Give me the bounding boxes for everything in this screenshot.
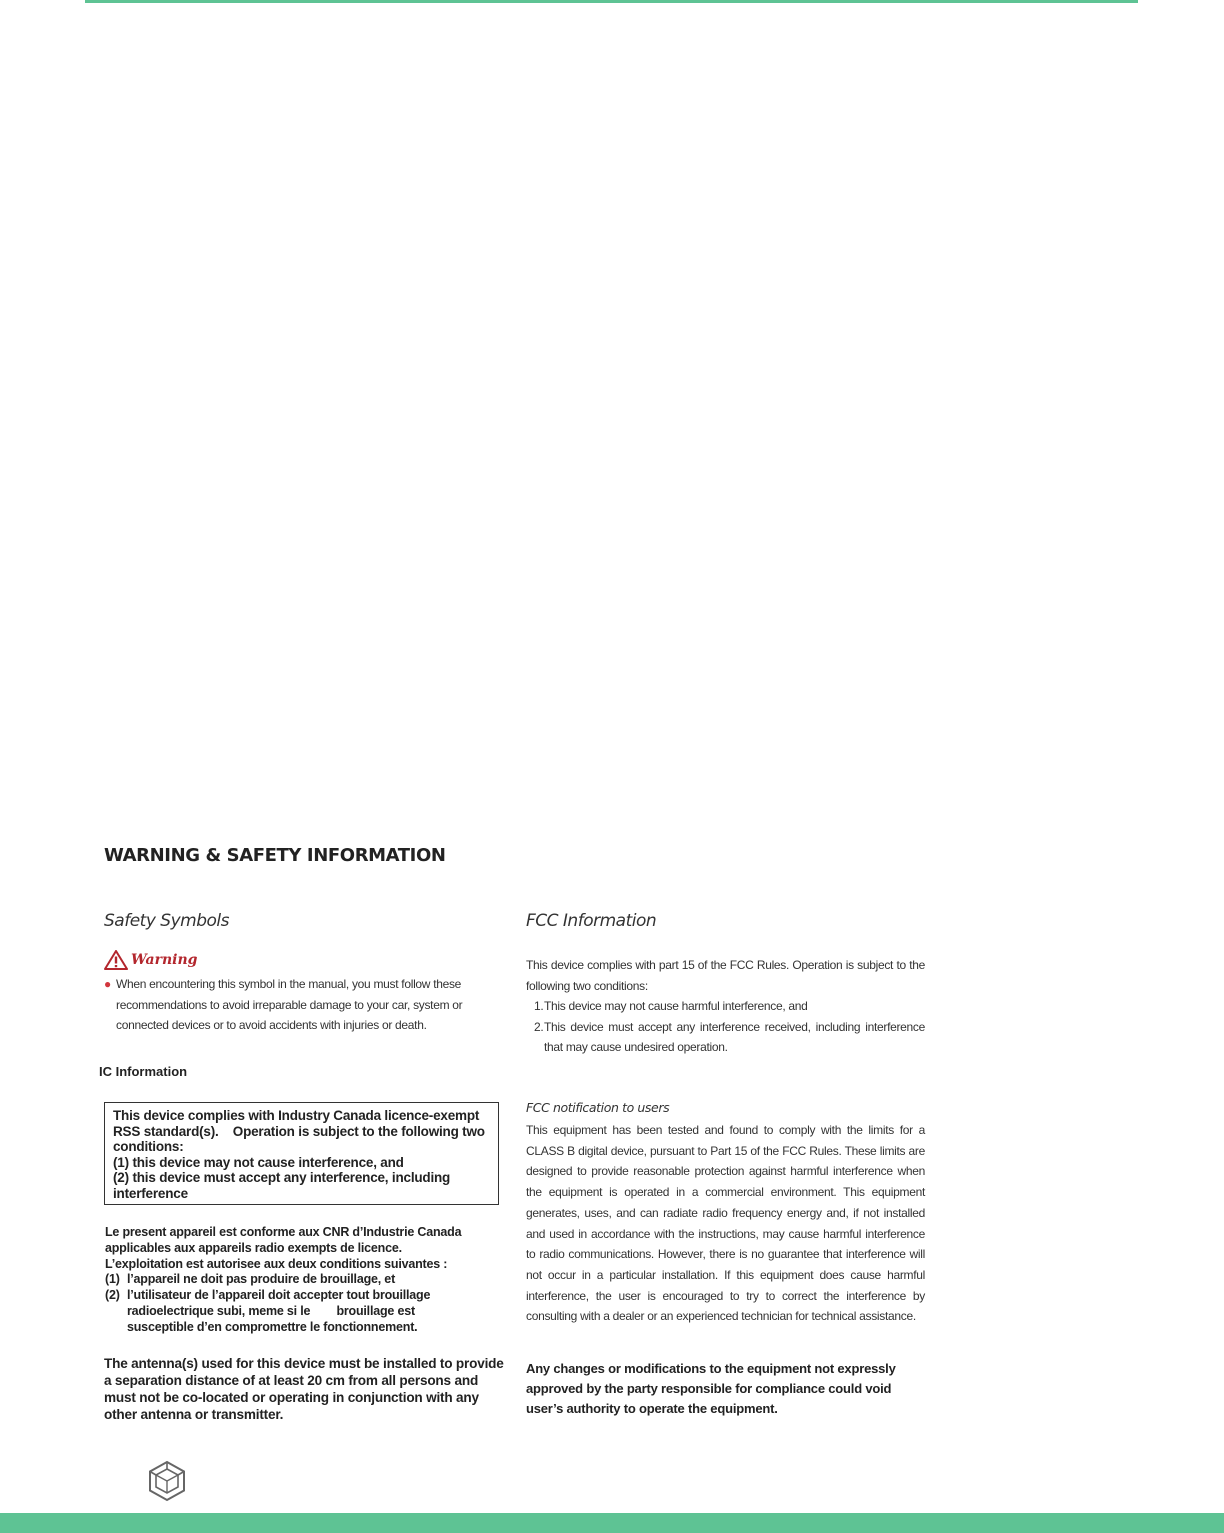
- warning-symbol-row: [104, 950, 197, 970]
- french-item-text: l’utilisateur de l’appareil doit accepter tout brouillage: [127, 1288, 431, 1303]
- warning-triangle-icon: [104, 950, 128, 970]
- ic-box-line: (1) this device may not cause interference, and: [113, 1154, 404, 1170]
- french-item-number: (1): [105, 1272, 120, 1287]
- ic-box-line: (2) this device must accept any interference, including: [113, 1170, 451, 1186]
- french-line: applicables aux appareils radio exempts de licence.: [105, 1240, 402, 1255]
- french-continuation-line: radioelectrique subi, meme si le brouillage est: [127, 1303, 415, 1318]
- french-line: L’exploitation est autorisee aux deux conditions suivantes :: [105, 1256, 448, 1271]
- french-item: [105, 1272, 505, 1288]
- fcc-notification-text: This equipment has been tested and found to comply with the limits for a CLASS B digital device, pursuant to Part 15 of the FCC Rules. These limits are designed to provide reasonable protection against harmful interference when the equipment is operated in a commercial environment. This equipment generates, uses, and can radiate radio frequency energy and, if not installed and used in accordance with the instructions, may cause harmful interference to radio communications. However, there is no guarantee that interference will not occur in a particular installation. If this equipment does cause harmful interference, the user is encouraged to try to correct the interference by consulting with a dealer or an experienced technician for technical assistance.: [526, 1123, 925, 1324]
- french-item-text: l’appareil ne doit pas produire de brouillage, et: [127, 1272, 396, 1287]
- ic-box-line: RSS standard(s). Operation is subject to the following two: [113, 1123, 485, 1139]
- fcc-information-body: [526, 955, 925, 1058]
- warning-label: Warning: [131, 952, 198, 968]
- fcc-condition-number: 1.: [534, 999, 544, 1013]
- warning-description-text: When encountering this symbol in the manual, you must follow these recommendations to avoid irreparable damage to your car, system or connected devices or to avoid accidents with injuries or death.: [116, 977, 463, 1032]
- ic-box-line: interference: [113, 1185, 188, 1201]
- hexagon-cube-icon: [147, 1460, 187, 1502]
- fcc-notification-heading: FCC notification to users: [526, 1100, 670, 1115]
- antenna-statement: The antenna(s) used for this device must be installed to provide a separation distance of at least 20 cm from all persons and must not be co-located or operating in conjunction with any other antenna or transmitter.: [104, 1356, 504, 1422]
- fcc-condition: [526, 1017, 925, 1058]
- fcc-condition: [526, 996, 925, 1017]
- ic-compliance-box: [104, 1102, 499, 1205]
- fcc-intro: This device complies with part 15 of the FCC Rules. Operation is subject to the following two conditions:: [526, 958, 925, 993]
- french-item-number: (2): [105, 1288, 120, 1303]
- ic-box-line: This device complies with Industry Canada licence-exempt: [113, 1108, 480, 1123]
- bullet-icon: ●: [104, 977, 111, 991]
- french-line: Le present appareil est conforme aux CNR d’Industrie Canada: [105, 1225, 462, 1239]
- french-continuation-line: susceptible d’en compromettre le fonctionnement.: [127, 1319, 418, 1334]
- fcc-condition-text: This device may not cause harmful interference, and: [544, 999, 808, 1013]
- french-item: [105, 1288, 505, 1304]
- warning-description: [104, 974, 504, 1036]
- fcc-changes-warning: Any changes or modifications to the equipment not expressly approved by the party responsible for compliance could void user’s authority to operate the equipment.: [526, 1361, 896, 1416]
- bottom-accent-band: [0, 1513, 1224, 1533]
- safety-symbols-heading: Safety Symbols: [104, 911, 229, 931]
- fcc-condition-number: 2.: [534, 1019, 544, 1034]
- page-title: WARNING & SAFETY INFORMATION: [104, 845, 446, 866]
- ic-french-notice: [105, 1225, 505, 1336]
- ic-information-heading: IC Information: [99, 1064, 188, 1079]
- ic-box-line: conditions:: [113, 1139, 184, 1155]
- fcc-condition-text: This device must accept any interference received, including interference that may cause undesired operation.: [544, 1019, 925, 1054]
- fcc-information-heading: FCC Information: [526, 911, 657, 931]
- top-accent-rule: [85, 0, 1138, 3]
